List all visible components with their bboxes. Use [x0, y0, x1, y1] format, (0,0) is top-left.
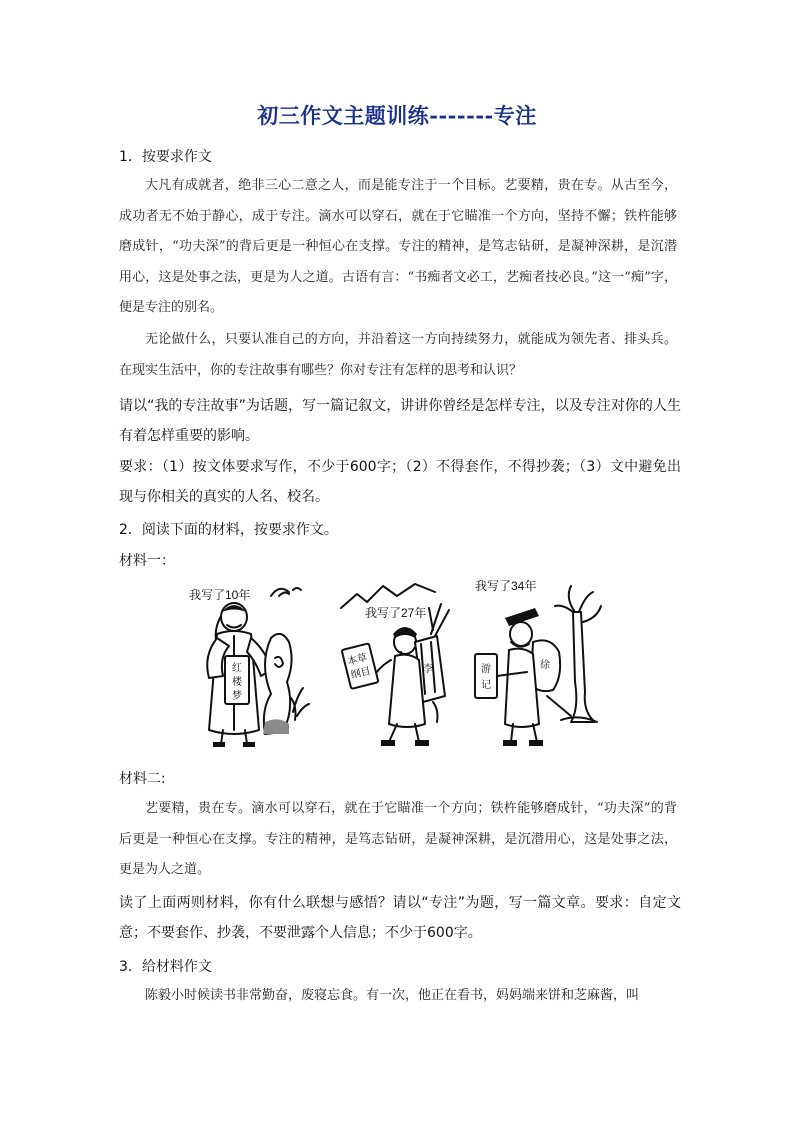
figure-li-shizhen — [341, 584, 449, 746]
section-2-task: 读了上面两则材料，你有什么联想与感悟？请以“专注”为题，写一篇文章。要求：自定文意；不要套作、抄袭，不要泄露个人信息；不少于600字。 — [119, 895, 681, 941]
section-1-task: 请以“我的专注故事”为话题，写一篇记叙文，讲讲你曾经是怎样专注，以及专注对你的人生有着怎样重要的影响。 — [119, 398, 681, 444]
section-1-paragraph-2: 无论做什么，只要认准自己的方向，并沿着这一方向持续努力，就能成为领先者、排头兵。在现实生活中，你的专注故事有哪些？你对专注有怎样的思考和认识？ — [119, 332, 677, 378]
section-1-heading: 1．按要求作文 — [119, 149, 212, 165]
rock-icon — [264, 634, 292, 734]
speech-bubble-1: 我写了10年 — [189, 588, 251, 602]
page-title: 初三作文主题训练-------专注 — [257, 103, 537, 128]
section-2-heading: 2．阅读下面的材料，按要求作文。 — [119, 522, 338, 538]
section-1-paragraph-1: 大凡有成就者，绝非三心二意之人，而是能专注于一个目标。艺要精，贵在专。从古至今，成功者无不始于静心，成于专注。滴水可以穿石，就在于它瞄准一个方向，坚持不懈；铁杵能够磨成针，“功夫深”的背后更是一种恒心在支撑。专注的精神，是笃志钻研，是凝神深耕，是沉潜用心，这是处事之法，更是为人之道。古语有言：“书痴者文必工，艺痴者技必良。”这一“痴”字，便是专注的别名。 — [119, 178, 677, 315]
section-3-paragraph-1: 陈毅小时候读书非常勤奋，废寝忘食。有一次，他正在看书，妈妈端来饼和芝麻酱，叫 — [145, 988, 640, 1003]
book-2-line-1: 本草 — [346, 652, 369, 668]
tree-icon — [571, 612, 595, 722]
section-3-heading: 3．给材料作文 — [119, 959, 212, 975]
mountain-icon — [341, 584, 435, 608]
book-1-char-2: 楼 — [232, 677, 242, 688]
book-3-char-2: 记 — [481, 680, 491, 691]
bag-3-label: 徐 — [540, 660, 550, 671]
book-1-char-1: 红 — [232, 663, 242, 674]
section-1-requirements: 要求：（1）按文体要求写作，不少于600字；（2）不得套作，不得抄袭；（3）文中避免出现与你相关的真实的人名、校名。 — [119, 459, 681, 505]
speech-bubble-2: 我写了27年 — [365, 606, 427, 620]
book-1-char-3: 梦 — [232, 691, 242, 702]
figure-xu-xiake — [475, 578, 601, 746]
book-travel-notes — [475, 654, 497, 698]
material-2-text: 艺要精，贵在专。滴水可以穿石，就在于它瞄准一个方向；铁杵能够磨成针，“功夫深”的背后更是一种恒心在支撑。专注的精神，是笃志钻研，是凝神深耕，是沉潜用心，这是处事之法，更是为人之道。 — [119, 801, 677, 877]
book-bencao-gangmu — [342, 643, 379, 689]
bag-2-label: 李 — [423, 664, 433, 675]
material-2-label: 材料二: — [119, 771, 166, 787]
figure-cao-xueqin — [189, 587, 309, 747]
speech-bubble-3: 我写了34年 — [475, 579, 537, 593]
cartoon-illustration — [175, 572, 615, 756]
material-1-label: 材料一： — [119, 553, 175, 569]
book-3-char-1: 游 — [481, 664, 491, 675]
book-2-line-2: 纲目 — [349, 665, 372, 682]
cartoon-svg — [175, 572, 615, 756]
